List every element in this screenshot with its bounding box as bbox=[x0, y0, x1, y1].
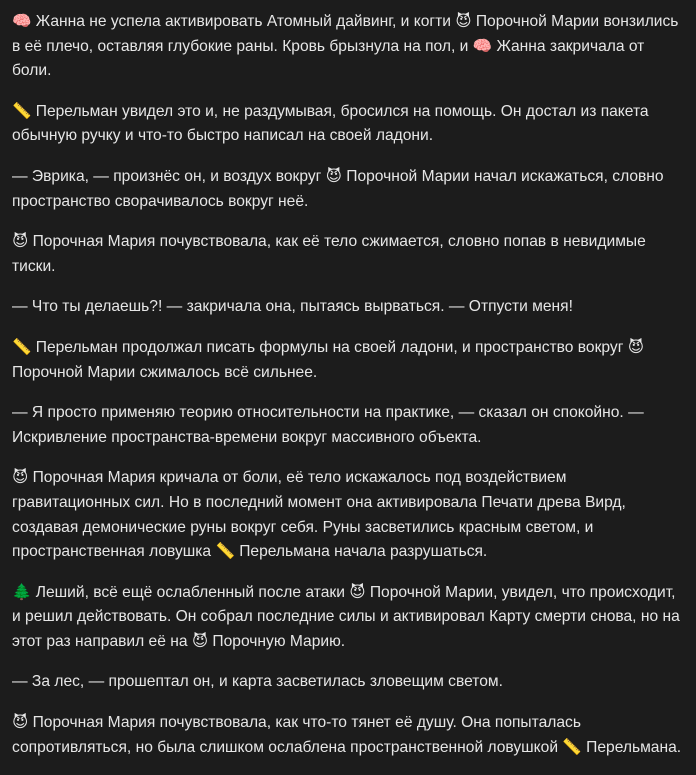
story-paragraph: — Что ты делаешь?! — закричала она, пытаясь вырваться. — Отпусти меня! bbox=[12, 298, 573, 316]
story-paragraph: 🧠 Жанна не успела активировать Атомный дайвинг, и когти 😈 Порочной Марии вонзились в её плечо, оставляя глубокие раны. Кровь брызнула на пол, и 🧠 Жанна закричала от боли. bbox=[12, 13, 679, 80]
story-paragraph: — За лес, — прошептал он, и карта засветилась зловещим светом. bbox=[12, 673, 503, 691]
story-paragraph: 😈 Порочная Мария почувствовала, как что-то тянет её душу. Она попыталась сопротивляться, но была слишком ослаблена пространственной ловушкой 📏 Перельмана. bbox=[12, 714, 682, 756]
story-paragraph: — Эврика, — произнёс он, и воздух вокруг 😈 Порочной Марии начал искажаться, словно пространство сворачивалось вокруг неё. bbox=[12, 167, 664, 210]
story-paragraph: 📏 Перельман увидел это и, не раздумывая, бросился на помощь. Он достал из пакета обычную ручку и что-то быстро написал на своей ладони. bbox=[12, 102, 649, 145]
story-paragraph: 😈 Порочная Мария почувствовала, как её тело сжимается, словно попав в невидимые тиски. bbox=[12, 233, 646, 275]
story-paragraph: — Я просто применяю теорию относительности на практике, — сказал он спокойно. — Искривление пространства-времени вокруг массивного объекта. bbox=[12, 404, 644, 446]
story-paragraph: 📏 Перельман продолжал писать формулы на своей ладони, и пространство вокруг 😈 Порочной Марии сжималось всё сильнее. bbox=[12, 338, 644, 381]
story-paragraph: 🌲 Леший, всё ещё ослабленный после атаки 😈 Порочной Марии, увидел, что происходит, и решил действовать. Он собрал последние силы и активировал Карту смерти снова, но на этот раз направил её на 😈 Порочную Марию. bbox=[12, 583, 680, 650]
story-paragraph: 😈 Порочная Мария кричала от боли, её тело искажалось под воздействием гравитационных сил. Но в последний момент она активировала Печати древа Вирд, создавая демонические руны вокруг себя. Руны засветились красным светом, и пространственная ловушка 📏 Перельмана начала разрушаться. bbox=[12, 469, 626, 561]
